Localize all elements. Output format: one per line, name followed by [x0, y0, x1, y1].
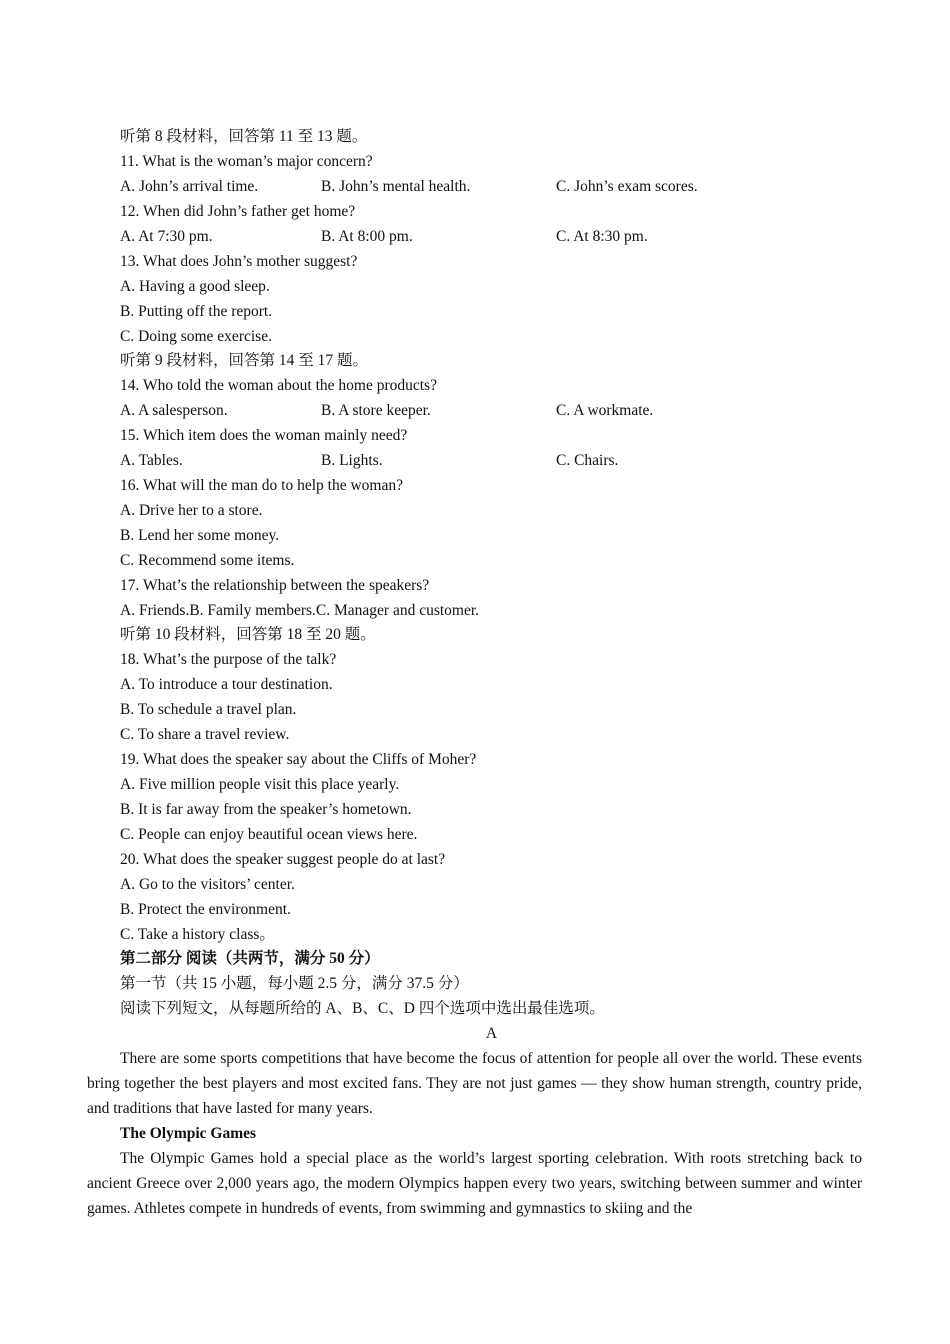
q13-option-a: A. Having a good sleep.: [120, 278, 270, 295]
section-8-header: 听第 8 段材料，回答第 11 至 13 题。: [120, 128, 368, 145]
q17-options: A. Friends.B. Family members.C. Manager and customer.: [120, 602, 480, 619]
q19-option-a: A. Five million people visit this place yearly.: [120, 776, 400, 793]
q20-option-a: A. Go to the visitors’ center.: [120, 876, 295, 893]
question-15: 15. Which item does the woman mainly need?: [120, 427, 408, 444]
q16-option-a: A. Drive her to a store.: [120, 502, 263, 519]
passage-olympics: [87, 1146, 862, 1221]
passage-label: A: [485, 1025, 498, 1042]
q18-option-c: C. To share a travel review.: [120, 726, 290, 743]
part-2-section-1: 第一节（共 15 小题，每小题 2.5 分，满分 37.5 分）: [120, 975, 469, 992]
q15-option-a: A. Tables.: [120, 452, 183, 469]
q16-option-b: B. Lend her some money.: [120, 527, 280, 544]
q12-option-a: A. At 7:30 pm.: [120, 228, 213, 245]
q13-option-c: C. Doing some exercise.: [120, 328, 272, 345]
question-12: 12. When did John’s father get home?: [120, 203, 356, 220]
question-18: 18. What’s the purpose of the talk?: [120, 651, 337, 668]
q18-option-b: B. To schedule a travel plan.: [120, 701, 297, 718]
q14-option-c: C. A workmate.: [556, 402, 654, 419]
question-19: 19. What does the speaker say about the Cliffs of Moher?: [120, 751, 477, 768]
q16-option-c: C. Recommend some items.: [120, 552, 295, 569]
olympics-heading: The Olympic Games: [120, 1125, 257, 1142]
q15-option-c: C. Chairs.: [556, 452, 619, 469]
section-9-header: 听第 9 段材料，回答第 14 至 17 题。: [120, 352, 369, 369]
question-20: 20. What does the speaker suggest people do at last?: [120, 851, 446, 868]
q12-option-b: B. At 8:00 pm.: [321, 228, 413, 245]
q19-option-b: B. It is far away from the speaker’s hometown.: [120, 801, 412, 818]
question-16: 16. What will the man do to help the woman?: [120, 477, 403, 494]
q11-option-b: B. John’s mental health.: [321, 178, 471, 195]
q14-option-b: B. A store keeper.: [321, 402, 431, 419]
q11-option-c: C. John’s exam scores.: [556, 178, 698, 195]
q13-option-b: B. Putting off the report.: [120, 303, 273, 320]
q18-option-a: A. To introduce a tour destination.: [120, 676, 333, 693]
passage-intro: [87, 1046, 862, 1121]
olympics-paragraph: The Olympic Games hold a special place as the world’s largest sporting celebration. With roots stretching back to ancient Greece over 2,000 years ago, the modern Olympics happen every two years, switching between summer and winter games. Athletes compete in hundreds of events, from swimming and gymnastics to skiing and the: [87, 1150, 862, 1217]
q15-option-b: B. Lights.: [321, 452, 383, 469]
q20-option-b: B. Protect the environment.: [120, 901, 291, 918]
q11-option-a: A. John’s arrival time.: [120, 178, 259, 195]
question-11: 11. What is the woman’s major concern?: [120, 153, 373, 170]
reading-instruction: 阅读下列短文，从每题所给的 A、B、C、D 四个选项中选出最佳选项。: [120, 1000, 605, 1017]
question-17: 17. What’s the relationship between the speakers?: [120, 577, 430, 594]
q12-option-c: C. At 8:30 pm.: [556, 228, 648, 245]
section-10-header: 听第 10 段材料，回答第 18 至 20 题。: [120, 626, 376, 643]
question-14: 14. Who told the woman about the home products?: [120, 377, 437, 394]
question-13: 13. What does John’s mother suggest?: [120, 253, 358, 270]
intro-paragraph: There are some sports competitions that have become the focus of attention for people all over the world. These events bring together the best players and most excited fans. They are not just games — they show human strength, country pride, and traditions that have lasted for many years.: [87, 1050, 862, 1117]
q19-option-c: C. People can enjoy beautiful ocean views here.: [120, 826, 418, 843]
q20-option-c: C. Take a history class。: [120, 926, 275, 943]
q14-option-a: A. A salesperson.: [120, 402, 228, 419]
part-2-title: 第二部分 阅读（共两节，满分 50 分）: [120, 950, 380, 967]
